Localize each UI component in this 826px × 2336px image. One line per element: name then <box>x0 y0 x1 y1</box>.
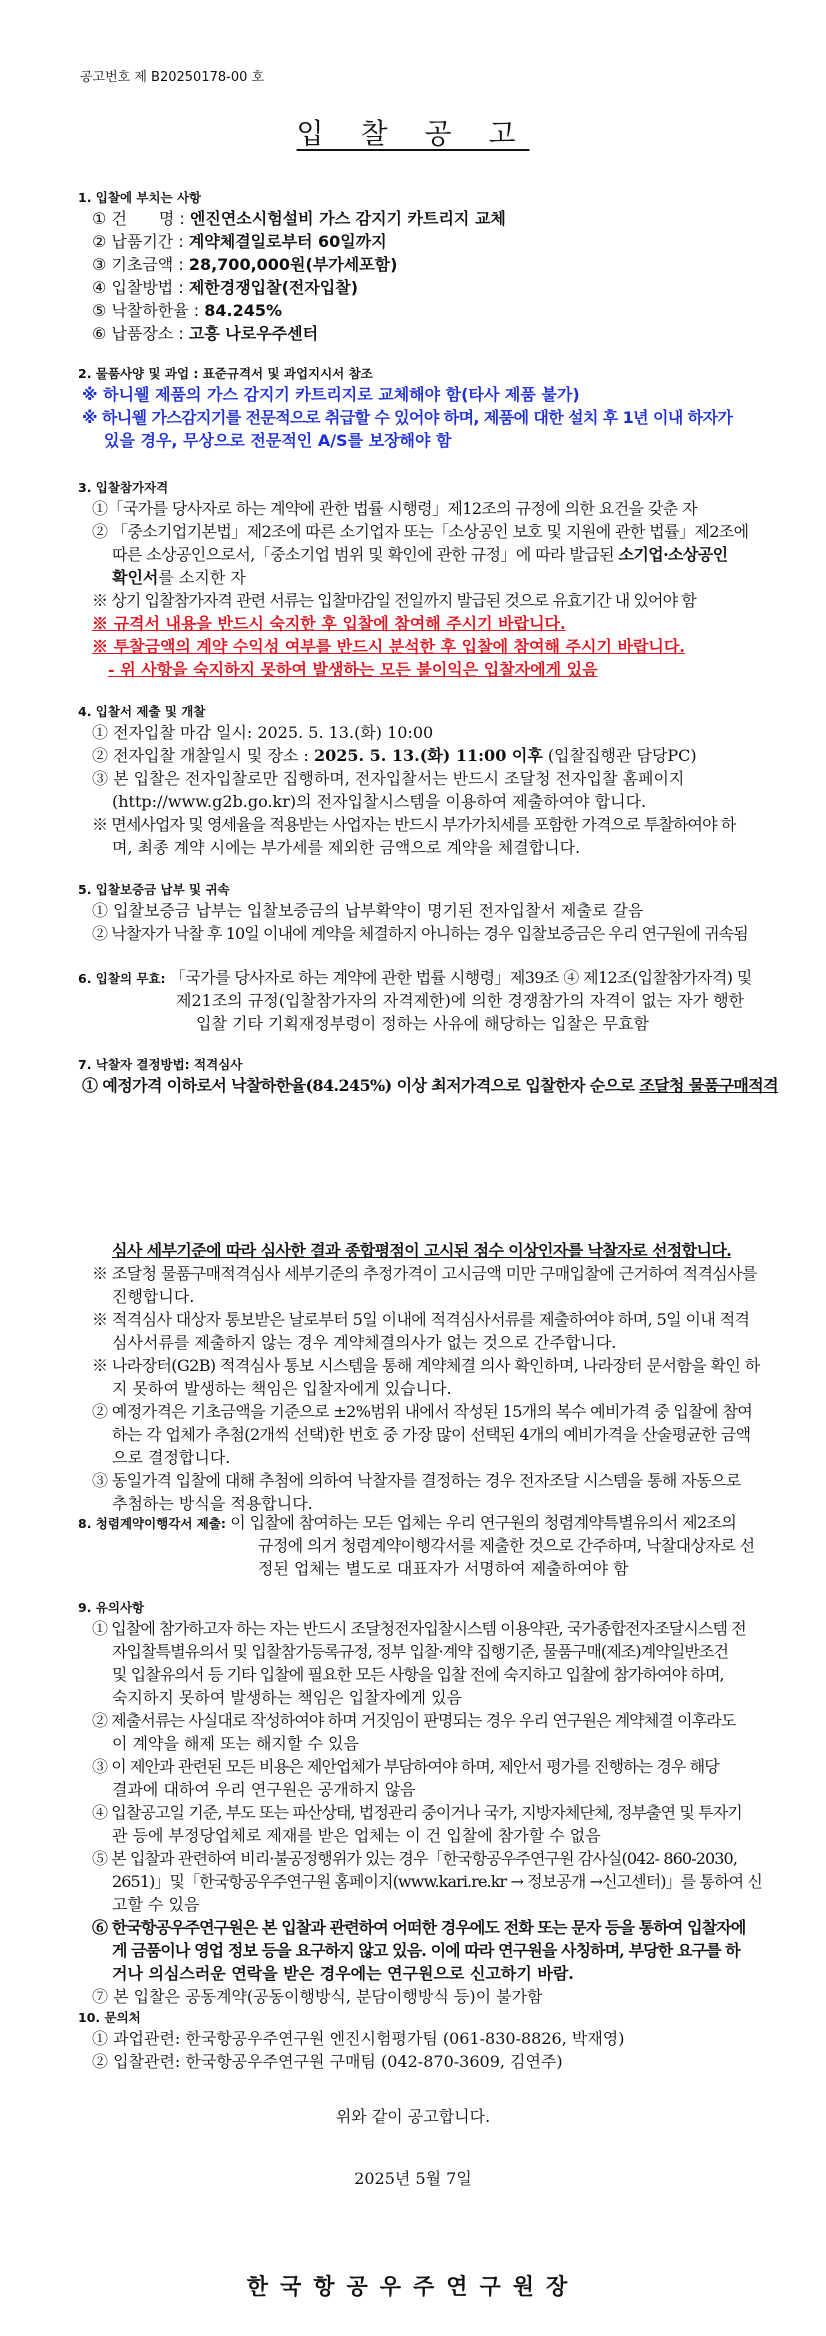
s10-line-2: ② 입찰관련: 한국항공우주연구원 구매팀 (042-870-3609, 김연주) <box>92 2052 563 2071</box>
section-7 <box>78 1055 778 1096</box>
s7-line-3: ※ 조달청 물품구매적격심사 세부기준의 추정가격이 고시금액 미만 구매입찰에 근거하여 적격심사를 <box>92 1264 757 1283</box>
s6-line-3: 입찰 기타 기획재정부령이 정하는 사유에 해당하는 입찰은 무효함 <box>196 1014 649 1033</box>
s4-line-1: ① 전자입찰 마감 일시: 2025. 5. 13.(화) 10:00 <box>92 723 434 742</box>
s7-line-12: ③ 동일가격 입찰에 대해 추첨에 의하여 낙찰자를 결정하는 경우 전자조달 시스템을 통해 자동으로 <box>92 1471 741 1490</box>
s5-line-2: ② 낙찰자가 낙찰 후 10일 이내에 계약을 체결하지 아니하는 경우 입찰보증금은 우리 연구원에 귀속됨 <box>92 924 748 943</box>
section-5 <box>78 880 758 944</box>
s7-line-1: ① 예정가격 이하로서 낙찰하한율(84.245%) 이상 최저가격으로 입찰한자 순으로 조달청 물품구매적격 <box>82 1076 778 1095</box>
s9-line-9: ④ 입찰공고일 기준, 부도 또는 파산상태, 법정관리 중이거나 국가, 지방자체단체, 정부출연 및 투자기 <box>92 1803 742 1822</box>
s1-item-3: ③ 기초금액 : 28,700,000원(부가세포함) <box>92 255 398 274</box>
s9-line-7: ③ 이 제안과 관련된 모든 비용은 제안업체가 부담하여야 하며, 제안서 평가를 진행하는 경우 해당 <box>92 1757 719 1776</box>
s2-note-2b: 있을 경우, 무상으로 전문적인 A/S를 보장해야 함 <box>104 431 452 450</box>
issue-date: 2025년 5월 7일 <box>354 2169 472 2188</box>
s3-line-3: 따른 소상공인으로서,「중소기업 범위 및 확인에 관한 규정」에 따라 발급된 소기업·소상공인 <box>112 545 728 564</box>
s9-line-4: 숙지하지 못하여 발생하는 책임은 입찰자에게 있음 <box>112 1688 463 1707</box>
s4-line-6: 며, 최종 계약 시에는 부가세를 제외한 금액으로 계약을 체결합니다. <box>112 838 581 857</box>
s3-line-5: ※ 상기 입찰참가자격 관련 서류는 입찰마감일 전일까지 발급된 것으로 유효기간 내 있어야 함 <box>92 591 696 610</box>
s1-item-1: ① 건 명 : 엔진연소시험설비 가스 감지기 카트리지 교체 <box>92 209 506 228</box>
s8-line-1: 8. 청렴계약이행각서 제출: 이 입찰에 참여하는 모든 업체는 우리 연구원의 청렴계약특별유의서 제2조의 <box>78 1513 737 1532</box>
s1-item-2: ② 납품기간 : 계약체결일로부터 60일까지 <box>92 232 387 251</box>
s9-line-11: ⑤ 본 입찰과 관련하여 비리·불공정행위가 있는 경우「한국항공우주연구원 감사실(042- 860-2030, <box>92 1849 738 1868</box>
s7-line-10: 하는 각 업체가 추첨(2개씩 선택)한 번호 중 가장 많이 선택된 4개의 예비가격을 산술평균한 금액 <box>112 1425 751 1444</box>
s10-line-1: ① 과업관련: 한국항공우주연구원 엔진시험평가팀 (061-830-8826, 박재영) <box>92 2029 625 2048</box>
section-10-heading: 10. 문의처 <box>78 2010 141 2025</box>
s9-line-3: 및 입찰유의서 등 기타 입찰에 필요한 모든 사항을 입찰 전에 숙지하고 입찰에 참가하여야 하며, <box>112 1665 724 1684</box>
s2-note-2a: ※ 하니웰 가스감지기를 전문적으로 취급할 수 있어야 하며, 제품에 대한 설치 후 1년 이내 하자가 <box>82 408 733 427</box>
section-9-heading: 9. 유의사항 <box>78 1600 145 1615</box>
notice-number: 공고번호 제 B20250178-00 호 <box>80 70 265 85</box>
s6-line-2: 제21조의 규정(입찰참가자의 자격제한)에 의한 경쟁참가의 자격이 없는 자가 행한 <box>176 991 745 1010</box>
section-10 <box>78 2008 758 2072</box>
s9-line-16: 거나 의심스러운 연락을 받은 경우에는 연구원으로 신고하기 바람. <box>112 1964 574 1983</box>
s3-line-1: ①「국가를 당사자로 하는 계약에 관한 법률 시행령」제12조의 규정에 의한 요건을 갖춘 자 <box>92 499 697 518</box>
section-5-heading: 5. 입찰보증금 납부 및 귀속 <box>78 882 230 897</box>
s7-line-8: 지 못하여 발생하는 책임은 입찰자에게 있습니다. <box>112 1379 452 1398</box>
section-3 <box>78 478 758 680</box>
s3-line-2: ② 「중소기업기본법」제2조에 따른 소기업자 또는「소상공인 보호 및 지원에 관한 법률」제2조에 <box>92 522 749 541</box>
s8-line-3: 정된 업체는 별도로 대표자가 서명하여 제출하여야 함 <box>258 1559 629 1578</box>
s3-line-8: - 위 사항을 숙지하지 못하여 발생하는 모든 불이익은 입찰자에게 있음 <box>108 660 598 679</box>
section-7-continued <box>78 1238 758 1514</box>
s9-line-10: 관 등에 부정당업체로 제재를 받은 업체는 이 건 입찰에 참가할 수 없음 <box>112 1826 601 1845</box>
s7-line-11: 으로 결정합니다. <box>112 1448 231 1467</box>
s7-line-5: ※ 적격심사 대상자 통보받은 날로부터 5일 이내에 적격심사서류를 제출하여야 하며, 5일 이내 적격 <box>92 1310 750 1329</box>
section-8 <box>78 1510 758 1579</box>
s7-line-13: 추첨하는 방식을 적용합니다. <box>112 1494 313 1513</box>
s1-item-5: ⑤ 낙찰하한율 : 84.245% <box>92 301 283 320</box>
s6-line-1: 6. 입찰의 무효: 「국가를 당사자로 하는 계약에 관한 법률 시행령」제39조 ④ 제12조(입찰참가자격) 및 <box>78 968 752 987</box>
s9-line-1: ① 입찰에 참가하고자 하는 자는 반드시 조달청전자입찰시스템 이용약관, 국가종합전자조달시스템 전 <box>92 1619 746 1638</box>
s7-line-2: 심사 세부기준에 따라 심사한 결과 종합평점이 고시된 점수 이상인자를 낙찰자로 선정합니다. <box>112 1241 732 1260</box>
s3-line-7: ※ 투찰금액의 계약 수익성 여부를 반드시 분석한 후 입찰에 참여해 주시기 바랍니다. <box>92 637 685 656</box>
section-8-heading: 8. 청렴계약이행각서 제출: <box>78 1516 231 1531</box>
section-2-heading: 2. 물품사양 및 과업 : 표준규격서 및 과업지시서 참조 <box>78 366 373 381</box>
section-2 <box>78 364 758 451</box>
s9-line-17: ⑦ 본 입찰은 공동계약(공동이행방식, 분담이행방식 등)이 불가함 <box>92 1987 543 2006</box>
s9-line-2: 자입찰특별유의서 및 입찰참가등록규정, 정부 입찰·계약 집행기준, 물품구매(제조)계약일반조건 <box>112 1642 729 1661</box>
section-7-heading: 7. 낙찰자 결정방법: 적격심사 <box>78 1057 243 1072</box>
section-1-heading: 1. 입찰에 부치는 사항 <box>78 190 202 205</box>
s9-line-13: 고할 수 있음 <box>112 1895 200 1914</box>
closing-text: 위와 같이 공고합니다. <box>335 2107 491 2126</box>
s5-line-1: ① 입찰보증금 납부는 입찰보증금의 납부확약이 명기된 전자입찰서 제출로 갈음 <box>92 901 644 920</box>
s4-line-4: (http://www.g2b.go.kr)의 전자입찰시스템을 이용하여 제출하여야 합니다. <box>112 792 647 811</box>
s9-line-8: 결과에 대하여 우리 연구원은 공개하지 않음 <box>112 1780 416 1799</box>
s7-line-9: ② 예정가격은 기초금액을 기준으로 ±2%범위 내에서 작성된 15개의 복수 예비가격 중 입찰에 참여 <box>92 1402 753 1421</box>
section-3-heading: 3. 입찰참가자격 <box>78 480 169 495</box>
section-9 <box>78 1598 762 2007</box>
s4-line-2: ② 전자입찰 개찰일시 및 장소 : 2025. 5. 13.(화) 11:00 이후 (입찰집행관 담당PC) <box>92 746 697 765</box>
s8-line-2: 규정에 의거 청렴계약이행각서를 제출한 것으로 간주하며, 낙찰대상자로 선 <box>258 1536 755 1555</box>
section-1 <box>78 188 758 344</box>
s2-note-1: ※ 하니웰 제품의 가스 감지기 카트리지로 교체해야 함(타사 제품 불가) <box>82 385 580 404</box>
document-title: 입 찰 공 고 <box>296 117 530 150</box>
s9-line-14: ⑥ 한국항공우주연구원은 본 입찰과 관련하여 어떠한 경우에도 전화 또는 문자 등을 통하여 입찰자에 <box>92 1918 746 1937</box>
s9-line-6: 이 계약을 해제 또는 해지할 수 있음 <box>112 1734 359 1753</box>
section-6 <box>78 965 758 1034</box>
s1-item-6: ⑥ 납품장소 : 고흥 나로우주센터 <box>92 324 319 343</box>
section-4-heading: 4. 입찰서 제출 및 개찰 <box>78 704 206 719</box>
s7-line-6: 심사서류를 제출하지 않는 경우 계약체결의사가 없는 것으로 간주합니다. <box>112 1333 617 1352</box>
s9-line-12: 2651)」및「한국항공우주연구원 홈페이지(www.kari.re.kr → 정보공개 →신고센터)」를 통하여 신 <box>112 1872 762 1891</box>
s3-line-6: ※ 규격서 내용을 반드시 숙지한 후 입찰에 참여해 주시기 바랍니다. <box>92 614 566 633</box>
s9-line-5: ② 제출서류는 사실대로 작성하여야 하며 거짓임이 판명되는 경우 우리 연구원은 계약체결 이후라도 <box>92 1711 736 1730</box>
section-6-heading: 6. 입찰의 무효: <box>78 971 170 986</box>
s4-line-5: ※ 면세사업자 및 영세율을 적용받는 사업자는 반드시 부가가치세를 포함한 가격으로 투찰하여야 하 <box>92 815 736 834</box>
s7-line-7: ※ 나라장터(G2B) 적격심사 통보 시스템을 통해 계약체결 의사 확인하며, 나라장터 문서함을 확인 하 <box>92 1356 760 1375</box>
s3-line-4: 확인서를 소지한 자 <box>112 568 246 587</box>
section-4 <box>78 702 758 858</box>
s9-line-15: 게 금품이나 영업 정보 등을 요구하지 않고 있음. 이에 따라 연구원을 사칭하며, 부당한 요구를 하 <box>112 1941 740 1960</box>
s4-line-3: ③ 본 입찰은 전자입찰로만 집행하며, 전자입찰서는 반드시 조달청 전자입찰 홈페이지 <box>92 769 685 788</box>
s7-line-4: 진행합니다. <box>112 1287 195 1306</box>
issuer-signature: 한국항공우주연구원장 <box>246 2274 580 2300</box>
s1-item-4: ④ 입찰방법 : 제한경쟁입찰(전자입찰) <box>92 278 359 297</box>
